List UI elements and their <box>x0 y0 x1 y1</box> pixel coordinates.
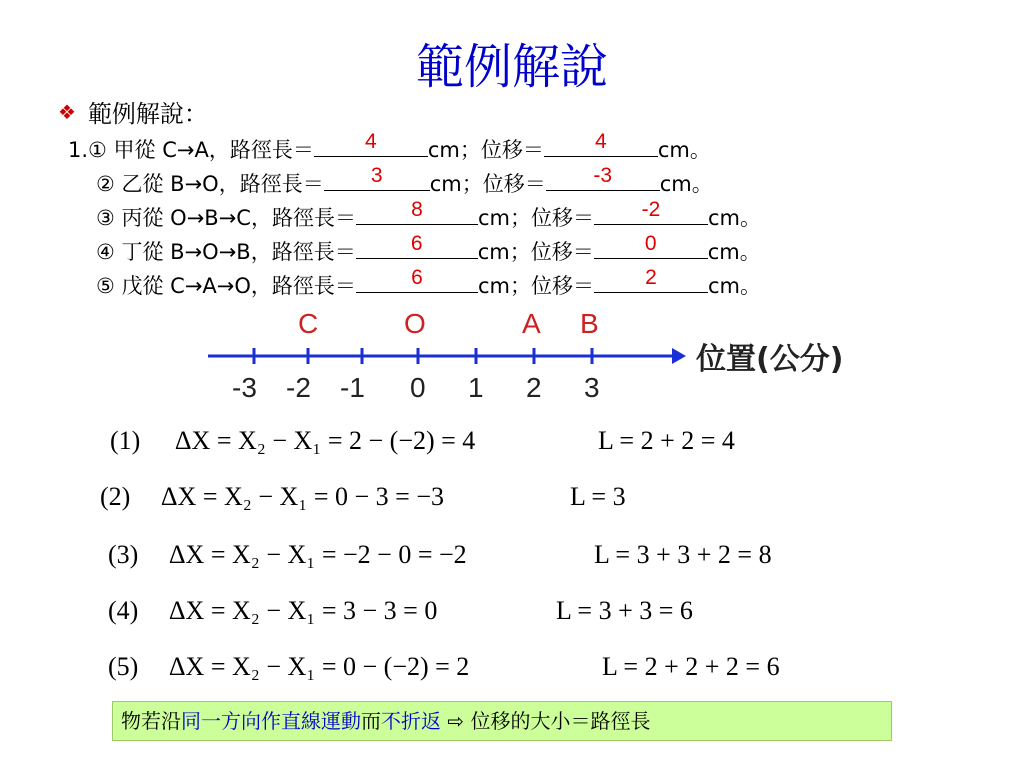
path-length-answer: 6 <box>411 266 423 289</box>
tick-label: 0 <box>410 372 426 403</box>
diamond-bullet-icon: ❖ <box>58 99 76 124</box>
equation-label: (3) <box>108 540 139 569</box>
displacement-equation: ΔX = X₂ − X₁ = 2 − (−2) = 4 <box>174 426 476 455</box>
equation-label: (5) <box>108 652 139 681</box>
problem-text: cm。 <box>707 274 761 298</box>
problem-row-3 <box>96 198 761 232</box>
note-text: 物若沿 <box>121 709 181 733</box>
problem-text: cm；位移＝ <box>477 274 594 298</box>
displacement-blank <box>544 130 658 157</box>
point-label-b: B <box>580 308 599 339</box>
displacement-equation: ΔX = X₂ − X₁ = 3 − 3 = 0 <box>168 596 438 625</box>
path-length-answer: 8 <box>411 198 423 221</box>
note-highlight: 同一方向作直線運動 <box>181 709 361 733</box>
axis-unit-label: 位置(公分) <box>696 342 844 377</box>
path-length-blank <box>356 198 478 225</box>
displacement-answer: 4 <box>595 130 607 153</box>
displacement-answer: 2 <box>645 266 657 289</box>
problem-text: cm。 <box>659 172 713 196</box>
path-length-answer: 6 <box>410 232 423 255</box>
problem-text: ② 乙從 B→O，路徑長＝ <box>96 172 324 196</box>
point-label-a: A <box>522 308 541 339</box>
displacement-blank <box>594 266 708 293</box>
tick-label: 1 <box>468 372 484 403</box>
path-length-equation: L = 2 + 2 = 4 <box>598 426 735 455</box>
problem-row-1 <box>68 130 711 164</box>
problem-text: cm；位移＝ <box>477 240 594 264</box>
tick-label: 2 <box>526 372 542 403</box>
displacement-answer: -2 <box>641 198 661 221</box>
problem-text: 1.① 甲從 C→A，路徑長＝ <box>68 138 314 162</box>
slide-title: 範例解說 <box>415 39 608 95</box>
path-length-equation: L = 3 <box>570 482 626 511</box>
tick-label: -2 <box>286 372 311 403</box>
equation-row-3 <box>108 540 772 570</box>
section-heading <box>58 94 208 129</box>
problem-text: ③ 丙從 O→B→C，路徑長＝ <box>96 206 356 230</box>
equation-label: (4) <box>108 596 139 625</box>
equation-row-2 <box>100 482 626 512</box>
displacement-equation: ΔX = X₂ − X₁ = 0 − 3 = −3 <box>160 482 444 511</box>
equation-row-4 <box>108 596 693 626</box>
displacement-blank <box>594 198 708 225</box>
problem-text: cm。 <box>657 138 711 162</box>
point-label-o: O <box>404 308 426 339</box>
problem-text: ④ 丁從 B→O→B，路徑長＝ <box>96 240 356 264</box>
problem-text: cm。 <box>707 240 761 264</box>
equation-label: (2) <box>100 482 131 511</box>
problem-text: cm；位移＝ <box>429 172 546 196</box>
displacement-answer: -3 <box>593 164 613 187</box>
displacement-blank <box>594 232 708 259</box>
equation-row-1 <box>110 426 735 456</box>
problem-text: cm；位移＝ <box>427 138 544 162</box>
implies-arrow-icon: ⇨ <box>447 709 465 733</box>
displacement-equation: ΔX = X₂ − X₁ = 0 − (−2) = 2 <box>168 652 470 681</box>
number-line-figure <box>202 306 872 410</box>
note-highlight: 不折返 <box>381 709 441 733</box>
path-length-blank <box>356 266 478 293</box>
path-length-blank <box>356 232 478 259</box>
note-text: 位移的大小＝路徑長 <box>464 709 651 733</box>
path-length-equation: L = 3 + 3 + 2 = 8 <box>594 540 772 569</box>
note-text: 而 <box>361 709 381 733</box>
equation-row-5 <box>108 652 780 682</box>
path-length-equation: L = 3 + 3 = 6 <box>556 596 693 625</box>
tick-label: -3 <box>232 372 257 403</box>
path-length-answer: 3 <box>370 164 383 187</box>
problem-row-2 <box>96 164 713 198</box>
problem-text: ⑤ 戊從 C→A→O，路徑長＝ <box>96 274 356 298</box>
heading-text: 範例解說： <box>87 100 208 128</box>
problem-row-4 <box>96 232 761 266</box>
equation-label: (1) <box>110 426 141 455</box>
path-length-blank <box>324 164 430 191</box>
problem-text: cm；位移＝ <box>477 206 594 230</box>
path-length-blank <box>314 130 428 157</box>
conclusion-note <box>112 701 892 741</box>
tick-label: 3 <box>584 372 600 403</box>
displacement-blank <box>546 164 660 191</box>
tick-label: -1 <box>340 372 365 403</box>
displacement-answer: 0 <box>644 232 657 255</box>
path-length-answer: 4 <box>365 130 377 153</box>
point-label-c: C <box>298 308 319 339</box>
problem-text: cm。 <box>707 206 761 230</box>
problem-row-5 <box>96 266 761 300</box>
displacement-equation: ΔX = X₂ − X₁ = −2 − 0 = −2 <box>168 540 467 569</box>
path-length-equation: L = 2 + 2 + 2 = 6 <box>602 652 780 681</box>
